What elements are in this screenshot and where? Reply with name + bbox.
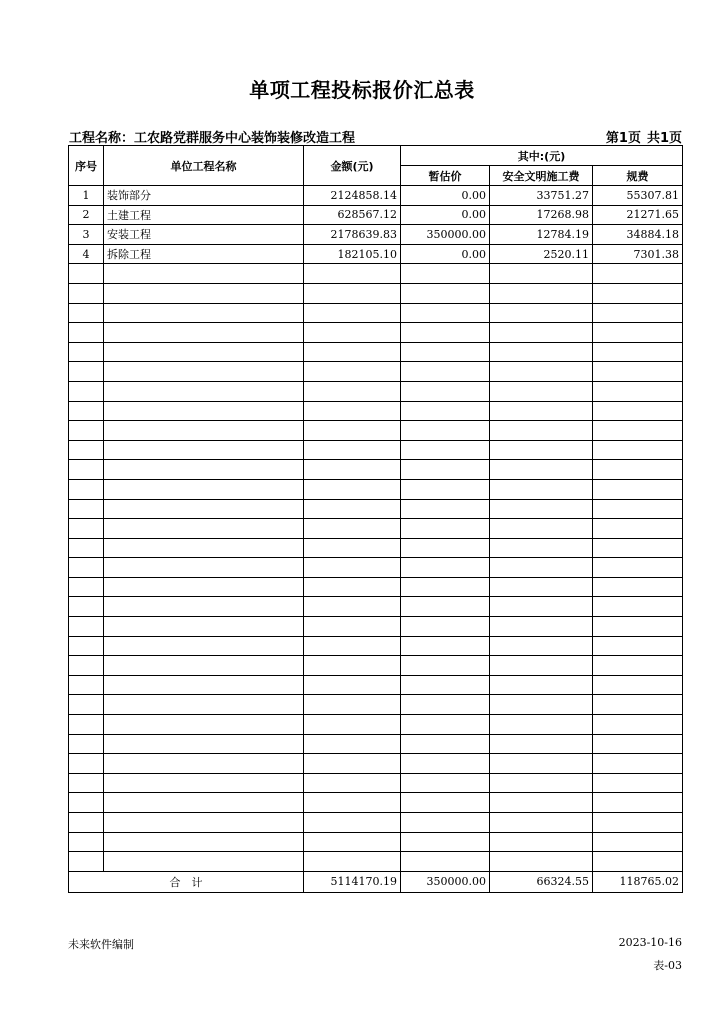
- empty-cell: [401, 342, 490, 362]
- empty-cell: [69, 440, 104, 460]
- empty-cell: [593, 558, 683, 578]
- empty-cell: [304, 577, 401, 597]
- empty-cell: [104, 675, 304, 695]
- empty-cell: [104, 283, 304, 303]
- empty-cell: [401, 734, 490, 754]
- empty-row: [69, 421, 683, 441]
- empty-cell: [490, 715, 593, 735]
- empty-cell: [104, 617, 304, 637]
- empty-cell: [490, 675, 593, 695]
- empty-cell: [401, 303, 490, 323]
- empty-cell: [593, 264, 683, 284]
- empty-cell: [490, 479, 593, 499]
- empty-cell: [69, 656, 104, 676]
- empty-row: [69, 538, 683, 558]
- empty-cell: [593, 793, 683, 813]
- empty-cell: [69, 303, 104, 323]
- empty-cell: [490, 734, 593, 754]
- empty-cell: [104, 323, 304, 343]
- empty-cell: [304, 538, 401, 558]
- empty-cell: [69, 813, 104, 833]
- empty-cell: [490, 342, 593, 362]
- total-row: [69, 871, 683, 892]
- empty-cell: [304, 323, 401, 343]
- cell-seq: 4: [69, 244, 104, 264]
- empty-cell: [490, 832, 593, 852]
- empty-cell: [304, 342, 401, 362]
- empty-cell: [304, 793, 401, 813]
- empty-row: [69, 264, 683, 284]
- empty-cell: [401, 617, 490, 637]
- empty-cell: [69, 636, 104, 656]
- header-name: 单位工程名称: [104, 146, 304, 186]
- cell-name: 装饰部分: [104, 186, 304, 206]
- empty-row: [69, 832, 683, 852]
- page-title: 单项工程投标报价汇总表: [249, 78, 475, 102]
- empty-cell: [490, 558, 593, 578]
- empty-cell: [304, 381, 401, 401]
- empty-row: [69, 813, 683, 833]
- empty-row: [69, 773, 683, 793]
- empty-cell: [593, 283, 683, 303]
- empty-cell: [490, 499, 593, 519]
- empty-row: [69, 675, 683, 695]
- cell-fees: 34884.18: [593, 225, 683, 245]
- empty-cell: [490, 283, 593, 303]
- empty-cell: [490, 577, 593, 597]
- empty-cell: [304, 264, 401, 284]
- empty-cell: [593, 754, 683, 774]
- empty-cell: [69, 852, 104, 872]
- empty-cell: [104, 421, 304, 441]
- empty-cell: [104, 813, 304, 833]
- empty-cell: [593, 421, 683, 441]
- empty-cell: [104, 832, 304, 852]
- empty-cell: [401, 715, 490, 735]
- empty-cell: [401, 597, 490, 617]
- empty-cell: [69, 695, 104, 715]
- empty-cell: [104, 401, 304, 421]
- empty-cell: [593, 381, 683, 401]
- empty-row: [69, 734, 683, 754]
- cell-fees: 21271.65: [593, 205, 683, 225]
- empty-cell: [401, 852, 490, 872]
- cell-safety: 12784.19: [490, 225, 593, 245]
- empty-cell: [490, 460, 593, 480]
- empty-row: [69, 558, 683, 578]
- empty-cell: [401, 362, 490, 382]
- total-label: 合 计: [69, 871, 304, 892]
- empty-cell: [401, 381, 490, 401]
- empty-cell: [490, 636, 593, 656]
- header-seq: 序号: [69, 146, 104, 186]
- empty-cell: [304, 283, 401, 303]
- empty-cell: [69, 793, 104, 813]
- table-row: [69, 244, 683, 264]
- empty-cell: [490, 421, 593, 441]
- header-of-which: 其中:(元): [401, 146, 683, 166]
- empty-cell: [304, 754, 401, 774]
- empty-cell: [593, 401, 683, 421]
- page-info: [606, 127, 682, 146]
- table-row: [69, 186, 683, 206]
- empty-cell: [69, 519, 104, 539]
- empty-cell: [304, 617, 401, 637]
- empty-cell: [104, 773, 304, 793]
- empty-cell: [401, 479, 490, 499]
- empty-cell: [593, 773, 683, 793]
- cell-amount: 2124858.14: [304, 186, 401, 206]
- empty-cell: [401, 499, 490, 519]
- empty-row: [69, 303, 683, 323]
- empty-cell: [69, 283, 104, 303]
- empty-cell: [490, 440, 593, 460]
- empty-cell: [304, 832, 401, 852]
- empty-cell: [593, 675, 683, 695]
- empty-cell: [304, 421, 401, 441]
- empty-cell: [304, 479, 401, 499]
- empty-cell: [401, 675, 490, 695]
- empty-cell: [593, 695, 683, 715]
- empty-cell: [593, 813, 683, 833]
- empty-cell: [304, 813, 401, 833]
- empty-cell: [304, 773, 401, 793]
- total-provisional: 350000.00: [401, 871, 490, 892]
- header-safety: 安全文明施工费: [490, 166, 593, 186]
- empty-cell: [490, 264, 593, 284]
- empty-cell: [490, 656, 593, 676]
- header-fees: 规费: [593, 166, 683, 186]
- empty-cell: [401, 440, 490, 460]
- table-row: [69, 225, 683, 245]
- cell-seq: 2: [69, 205, 104, 225]
- empty-cell: [490, 754, 593, 774]
- empty-cell: [490, 401, 593, 421]
- empty-cell: [401, 832, 490, 852]
- cell-name: 拆除工程: [104, 244, 304, 264]
- empty-cell: [401, 558, 490, 578]
- empty-cell: [593, 852, 683, 872]
- empty-cell: [593, 636, 683, 656]
- empty-cell: [401, 754, 490, 774]
- empty-cell: [69, 381, 104, 401]
- empty-cell: [304, 597, 401, 617]
- empty-row: [69, 362, 683, 382]
- empty-cell: [304, 715, 401, 735]
- empty-cell: [104, 793, 304, 813]
- footer-form-code: 表-03: [653, 959, 682, 972]
- empty-cell: [593, 734, 683, 754]
- table-row: [69, 205, 683, 225]
- empty-cell: [104, 519, 304, 539]
- empty-cell: [490, 362, 593, 382]
- empty-row: [69, 597, 683, 617]
- empty-cell: [69, 264, 104, 284]
- empty-cell: [593, 440, 683, 460]
- empty-row: [69, 440, 683, 460]
- empty-cell: [69, 421, 104, 441]
- empty-cell: [69, 342, 104, 362]
- empty-cell: [304, 558, 401, 578]
- total-fees: 118765.02: [593, 871, 683, 892]
- empty-cell: [593, 460, 683, 480]
- cell-provisional: 0.00: [401, 186, 490, 206]
- empty-cell: [593, 577, 683, 597]
- empty-cell: [304, 303, 401, 323]
- empty-cell: [304, 852, 401, 872]
- cell-provisional: 0.00: [401, 244, 490, 264]
- empty-cell: [490, 323, 593, 343]
- cell-fees: 7301.38: [593, 244, 683, 264]
- empty-cell: [104, 734, 304, 754]
- empty-cell: [104, 656, 304, 676]
- header-row: [69, 146, 683, 166]
- empty-cell: [401, 695, 490, 715]
- empty-cell: [304, 675, 401, 695]
- empty-cell: [104, 754, 304, 774]
- page-current: 第1页: [605, 131, 641, 146]
- empty-row: [69, 283, 683, 303]
- page-total: 共1页: [646, 131, 682, 146]
- empty-cell: [104, 636, 304, 656]
- empty-cell: [104, 264, 304, 284]
- empty-row: [69, 323, 683, 343]
- empty-cell: [104, 303, 304, 323]
- empty-cell: [104, 499, 304, 519]
- empty-cell: [593, 342, 683, 362]
- cell-name: 安装工程: [104, 225, 304, 245]
- empty-cell: [104, 460, 304, 480]
- empty-cell: [490, 695, 593, 715]
- empty-row: [69, 656, 683, 676]
- footer-software: 未来软件编制: [68, 938, 134, 951]
- empty-cell: [304, 636, 401, 656]
- empty-cell: [69, 675, 104, 695]
- empty-row: [69, 636, 683, 656]
- empty-cell: [593, 538, 683, 558]
- empty-cell: [104, 538, 304, 558]
- cell-name: 土建工程: [104, 205, 304, 225]
- empty-cell: [490, 597, 593, 617]
- total-amount: 5114170.19: [304, 871, 401, 892]
- header-amount: 金额(元): [304, 146, 401, 186]
- empty-cell: [69, 362, 104, 382]
- total-safety: 66324.55: [490, 871, 593, 892]
- header-provisional: 暂估价: [401, 166, 490, 186]
- empty-cell: [69, 832, 104, 852]
- empty-cell: [401, 264, 490, 284]
- cell-safety: 2520.11: [490, 244, 593, 264]
- empty-cell: [401, 421, 490, 441]
- empty-row: [69, 695, 683, 715]
- empty-cell: [69, 460, 104, 480]
- empty-cell: [593, 323, 683, 343]
- empty-cell: [401, 773, 490, 793]
- empty-cell: [69, 617, 104, 637]
- empty-cell: [401, 636, 490, 656]
- empty-cell: [304, 656, 401, 676]
- empty-cell: [490, 381, 593, 401]
- empty-cell: [593, 832, 683, 852]
- empty-cell: [69, 577, 104, 597]
- empty-row: [69, 617, 683, 637]
- empty-cell: [69, 773, 104, 793]
- empty-cell: [401, 813, 490, 833]
- empty-row: [69, 715, 683, 735]
- empty-cell: [69, 597, 104, 617]
- empty-cell: [490, 303, 593, 323]
- empty-cell: [593, 597, 683, 617]
- empty-row: [69, 499, 683, 519]
- empty-cell: [593, 656, 683, 676]
- empty-cell: [69, 499, 104, 519]
- empty-cell: [304, 460, 401, 480]
- empty-cell: [104, 479, 304, 499]
- empty-cell: [490, 793, 593, 813]
- empty-cell: [69, 734, 104, 754]
- empty-cell: [69, 754, 104, 774]
- empty-cell: [401, 519, 490, 539]
- empty-row: [69, 577, 683, 597]
- empty-row: [69, 401, 683, 421]
- cell-amount: 2178639.83: [304, 225, 401, 245]
- empty-cell: [69, 715, 104, 735]
- empty-row: [69, 342, 683, 362]
- empty-cell: [69, 558, 104, 578]
- empty-row: [69, 460, 683, 480]
- empty-cell: [490, 617, 593, 637]
- empty-cell: [490, 852, 593, 872]
- empty-cell: [104, 440, 304, 460]
- empty-cell: [401, 323, 490, 343]
- empty-cell: [490, 519, 593, 539]
- empty-cell: [104, 342, 304, 362]
- empty-cell: [401, 283, 490, 303]
- empty-cell: [490, 813, 593, 833]
- cell-provisional: 350000.00: [401, 225, 490, 245]
- empty-cell: [304, 499, 401, 519]
- cell-amount: 182105.10: [304, 244, 401, 264]
- empty-cell: [401, 460, 490, 480]
- empty-row: [69, 793, 683, 813]
- summary-table: [68, 145, 683, 893]
- empty-cell: [490, 773, 593, 793]
- cell-safety: 33751.27: [490, 186, 593, 206]
- empty-cell: [593, 715, 683, 735]
- empty-cell: [104, 381, 304, 401]
- empty-cell: [593, 362, 683, 382]
- empty-cell: [593, 479, 683, 499]
- empty-cell: [104, 852, 304, 872]
- footer-date: 2023-10-16: [618, 936, 682, 949]
- empty-cell: [593, 617, 683, 637]
- cell-seq: 1: [69, 186, 104, 206]
- empty-cell: [490, 538, 593, 558]
- project-name: 工程名称：工农路党群服务中心装饰装修改造工程: [69, 131, 356, 146]
- empty-row: [69, 852, 683, 872]
- empty-cell: [401, 577, 490, 597]
- empty-cell: [593, 303, 683, 323]
- empty-cell: [69, 538, 104, 558]
- empty-row: [69, 519, 683, 539]
- empty-cell: [593, 499, 683, 519]
- empty-cell: [401, 793, 490, 813]
- empty-cell: [69, 479, 104, 499]
- empty-cell: [104, 597, 304, 617]
- empty-cell: [304, 734, 401, 754]
- empty-cell: [304, 695, 401, 715]
- empty-cell: [104, 577, 304, 597]
- empty-cell: [104, 695, 304, 715]
- cell-provisional: 0.00: [401, 205, 490, 225]
- empty-cell: [104, 362, 304, 382]
- empty-cell: [401, 401, 490, 421]
- cell-seq: 3: [69, 225, 104, 245]
- empty-cell: [401, 656, 490, 676]
- cell-amount: 628567.12: [304, 205, 401, 225]
- empty-cell: [304, 401, 401, 421]
- empty-cell: [69, 401, 104, 421]
- empty-cell: [593, 519, 683, 539]
- empty-cell: [104, 558, 304, 578]
- empty-cell: [401, 538, 490, 558]
- empty-cell: [104, 715, 304, 735]
- empty-cell: [69, 323, 104, 343]
- cell-fees: 55307.81: [593, 186, 683, 206]
- empty-cell: [304, 440, 401, 460]
- cell-safety: 17268.98: [490, 205, 593, 225]
- empty-row: [69, 754, 683, 774]
- empty-row: [69, 479, 683, 499]
- empty-row: [69, 381, 683, 401]
- empty-cell: [304, 362, 401, 382]
- empty-cell: [304, 519, 401, 539]
